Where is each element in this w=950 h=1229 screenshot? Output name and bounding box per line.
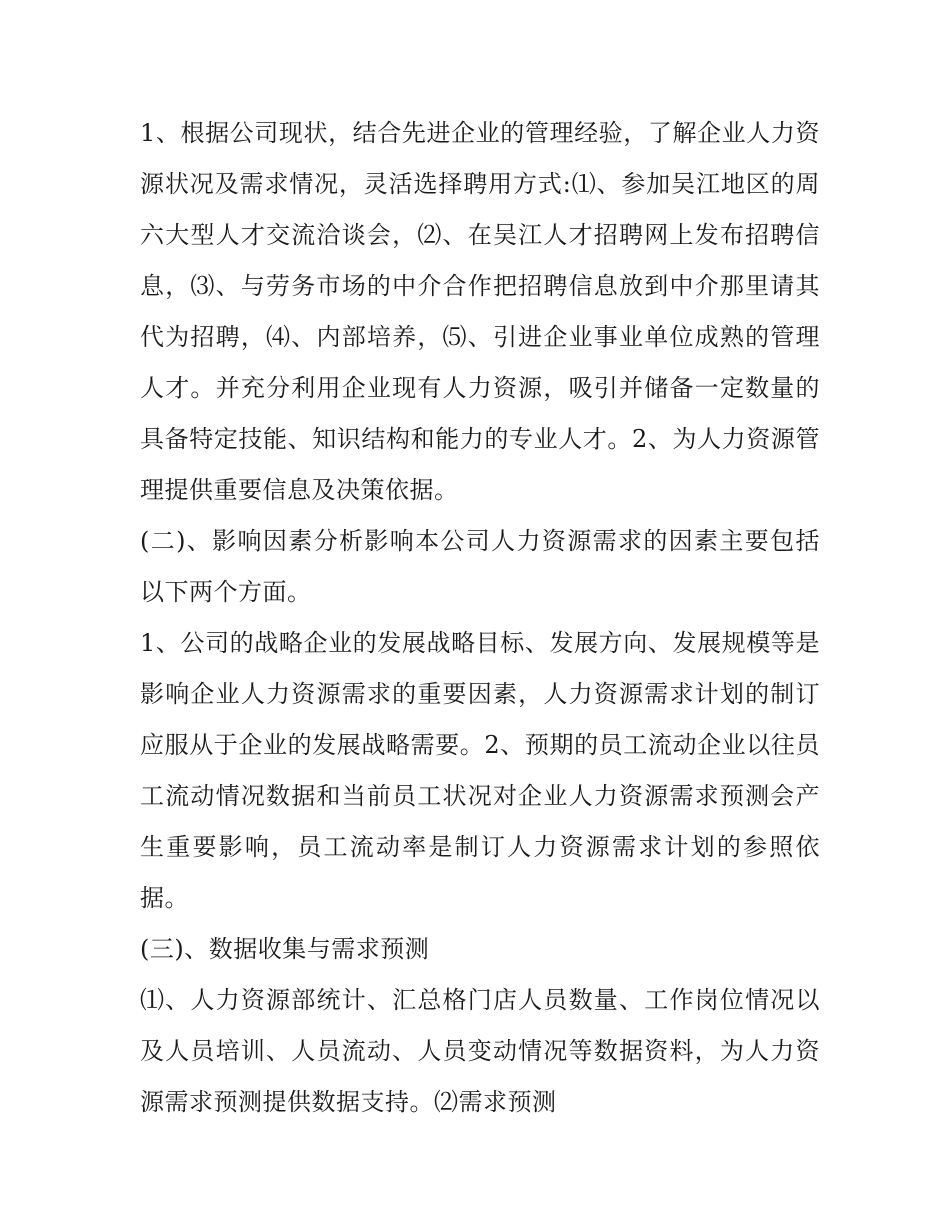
document-body [140,108,820,1128]
paragraph-data-collection: ⑴、人力资源部统计、汇总格门店人员数量、工作岗位情况以及人员培训、人员流动、人员变动情况等数据资料，为人力资源需求预测提供数据支持。⑵需求预测 [140,986,820,1116]
paragraph-section-three-heading: (三)、数据收集与需求预测 [140,935,430,963]
paragraph-section-two-heading: (二)、影响因素分析影响本公司人力资源需求的因素主要包括以下两个方面。 [140,527,820,606]
paragraph-recruitment-methods: 1、根据公司现状，结合先进企业的管理经验，了解企业人力资源状况及需求情况，灵活选择聘用方式:⑴、参加吴江地区的周六大型人才交流洽谈会，⑵、在吴江人才招聘网上发布招聘信息，⑶、与劳务市场的中介合作把招聘信息放到中介那里请其代为招聘，⑷、内部培养，⑸、引进企业事业单位成熟的管理人才。并充分利用企业现有人力资源，吸引并储备一定数量的具备特定技能、知识结构和能力的专业人才。2、为人力资源管理提供重要信息及决策依据。 [140,119,820,504]
paragraph-strategy-and-turnover: 1、公司的战略企业的发展战略目标、发展方向、发展规模等是影响企业人力资源需求的重要因素，人力资源需求计划的制订应服从于企业的发展战略需要。2、预期的员工流动企业以往员工流动情况数据和当前员工状况对企业人力资源需求预测会产生重要影响，员工流动率是制订人力资源需求计划的参照依据。 [140,629,820,912]
